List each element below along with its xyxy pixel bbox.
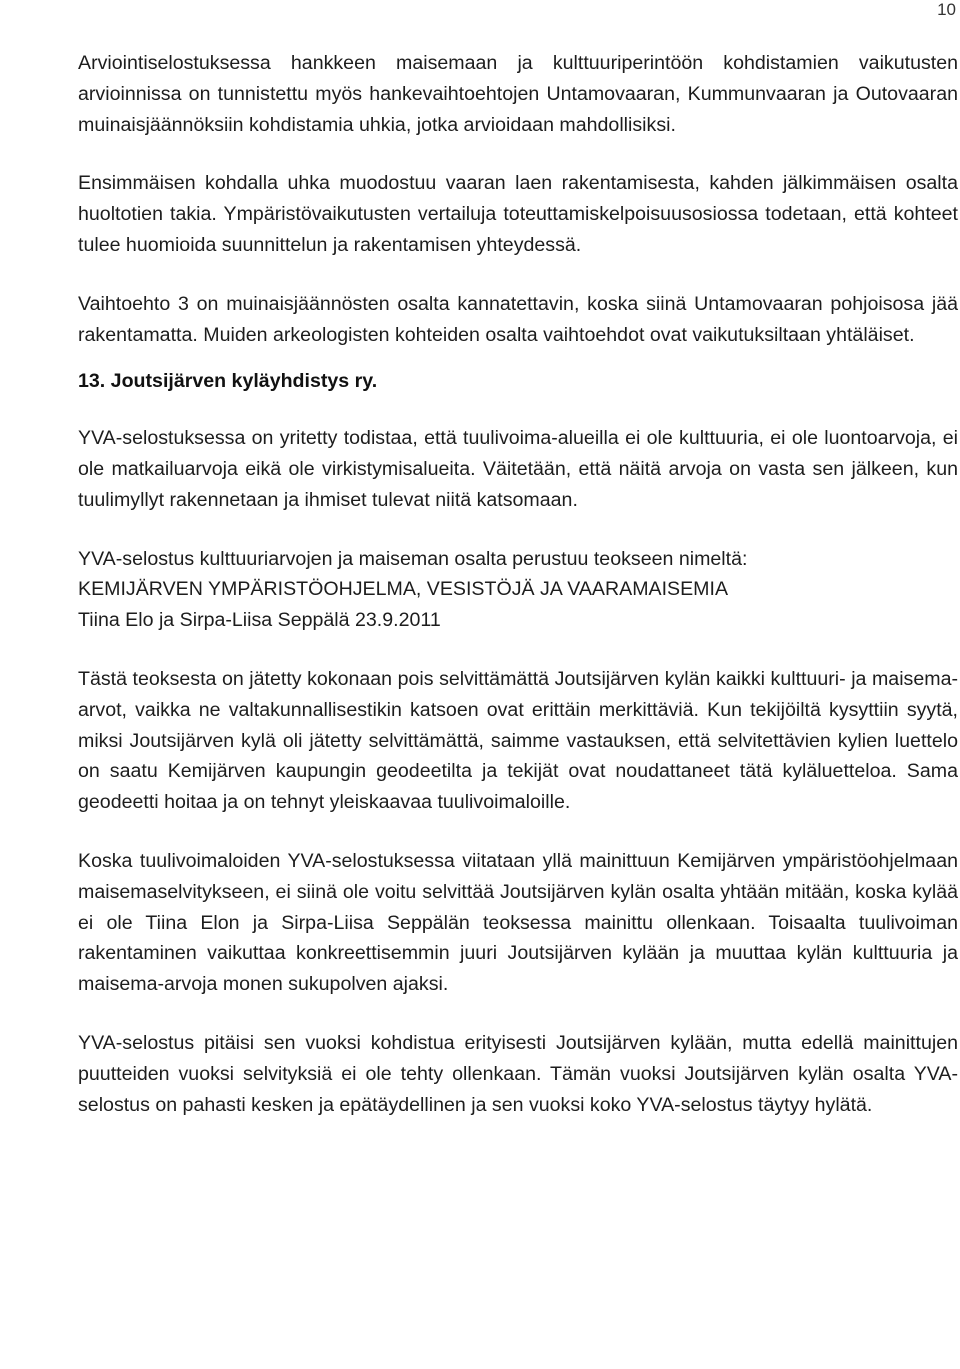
source-title: KEMIJÄRVEN YMPÄRISTÖOHJELMA, VESISTÖJÄ JA VAARAMAISEMIA [78,578,729,601]
document-body [78,48,958,1120]
page-number: 10 [937,0,956,19]
paragraph-source-reference [78,544,958,636]
paragraph-omission: Tästä teoksesta on jätetty kokonaan pois selvittämättä Joutsijärven kylän kaikki kulttuuri- ja maisema-arvot, vaikka ne valtakunnallisestikin katsoen ovat erittäin merkittäviä. Kun tekijöiltä kysyttiin syytä, miksi Joutsijärven kylä oli jätetty selvittämättä, saimme vastauksen, että selvitettävien kylien luettelo on saatu Kemijärven kaupungin geodeetilta ja tekijät ovat noudattaneet tätä kyläluetteloa. Sama geodeetti hoitaa ja on tehnyt yleiskaavaa tuulivoimaloille. [78,667,958,814]
paragraph-alternative-3: Vaihtoehto 3 on muinaisjäännösten osalta kannatettavin, koska siinä Untamovaaran pohjoisosa jää rakentamatta. Muiden arkeologisten kohteiden osalta vaihtoehdot ovat vaikutuksiltaan yhtäläiset. [78,292,958,346]
paragraph-threat-details: Ensimmäisen kohdalla uhka muodostuu vaaran laen rakentamisesta, kahden jälkimmäisen osalta huoltotien takia. Ympäristövaikutusten vertailuja toteuttamiskelpoisuusosiossa todetaan, että kohteet tulee huomioida suunnittelun ja rakentamisen yhteydessä. [78,172,958,256]
paragraph-yva-claims: YVA-selostuksessa on yritetty todistaa, että tuulivoima-alueilla ei ole kulttuuria, ei ole luontoarvoja, ei ole matkailuarvoja eikä ole virkistymisalueita. Väitetään, että näitä arvoja on vasta sen jälkeen, kun tuulimyllyt rakennetaan ja ihmiset tulevat niitä katsomaan. [78,427,958,511]
source-authors: Tiina Elo ja Sirpa-Liisa Seppälä 23.9.2011 [78,609,441,632]
paragraph-consequence: Koska tuulivoimaloiden YVA-selostuksessa viitataan yllä mainittuun Kemijärven ympäristöohjelmaan maisemaselvitykseen, ei siinä ole voitu selvittää Joutsijärven kylän osalta yhtään mitään, koska kylää ei ole Tiina Elon ja Sirpa-Liisa Seppälän teoksessa mainittu ollenkaan. Toisaalta tuulivoiman rakentaminen vaikuttaa konkreettisemmin juuri Joutsijärven kylään ja muuttaa kylän kulttuuria ja maisema-arvoja monen sukupolven ajaksi. [78,849,958,996]
paragraph-archaeology-threats: Arviointiselostuksessa hankkeen maisemaan ja kulttuuriperintöön kohdistamien vaikutusten arvioinnissa on tunnistettu myös hankevaihtoehtojen Untamovaaran, Kummunvaaran ja Outovaaran muinaisjäännöksiin kohdistamia uhkia, jotka arvioidaan mahdollisiksi. [78,52,958,136]
source-intro: YVA-selostus kulttuuriarvojen ja maiseman osalta perustuu teokseen nimeltä: [78,547,748,570]
section-heading: 13. Joutsijärven kyläyhdistys ry. [78,370,378,393]
paragraph-conclusion: YVA-selostus pitäisi sen vuoksi kohdistua erityisesti Joutsijärven kylään, mutta edellä mainittujen puutteiden vuoksi selvityksiä ei ole tehty ollenkaan. Tämän vuoksi Joutsijärven kylän osalta YVA-selostus on pahasti kesken ja epätäydellinen ja sen vuoksi koko YVA-selostus täytyy hylätä. [78,1031,958,1116]
